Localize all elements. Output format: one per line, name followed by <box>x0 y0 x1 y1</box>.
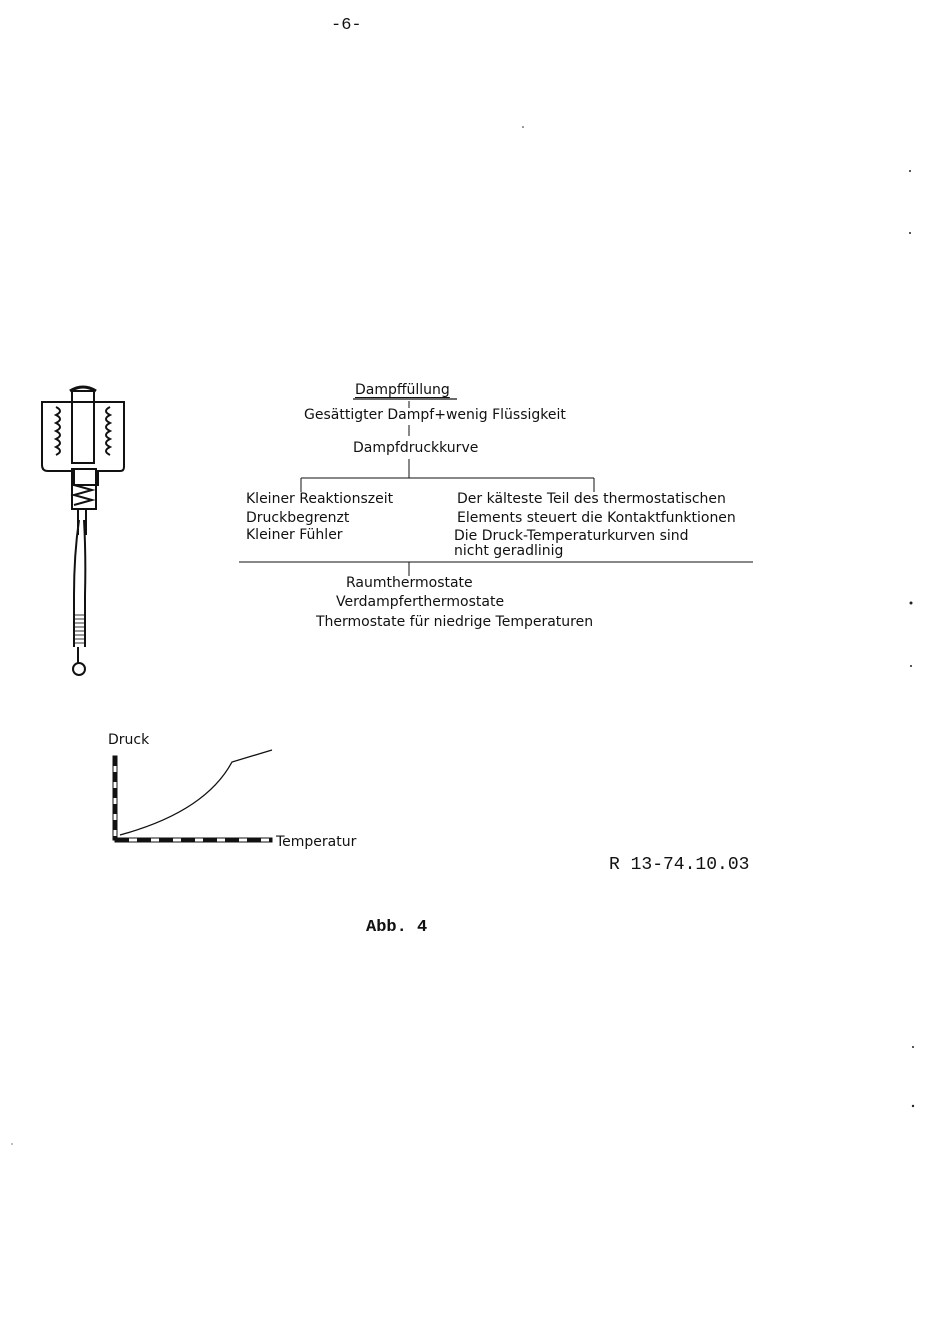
graph-x-label: Temperatur <box>276 834 357 850</box>
diagram-line-1: Gesättigter Dampf+wenig Flüssigkeit <box>304 407 566 423</box>
page-number: -6- <box>331 16 362 35</box>
figure-caption: Abb. 4 <box>366 918 428 937</box>
left-col-item-2: Druckbegrenzt <box>246 510 350 526</box>
document-reference: R 13-74.10.03 <box>609 855 750 875</box>
graph-y-label: Druck <box>108 732 150 748</box>
diagram-title: Dampffüllung <box>355 382 450 398</box>
right-col-item-2: Elements steuert die Kontaktfunktionen <box>457 510 736 526</box>
left-col-item-3: Kleiner Fühler <box>246 527 343 543</box>
right-col-item-3: Die Druck-Temperaturkurven sind <box>454 528 689 544</box>
diagram-line-2: Dampfdruckkurve <box>353 440 479 456</box>
bottom-item-2: Verdampferthermostate <box>336 594 505 610</box>
right-col-item-4: nicht geradlinig <box>454 543 564 559</box>
bottom-item-3: Thermostate für niedrige Temperaturen <box>316 614 594 630</box>
left-col-item-1: Kleiner Reaktionszeit <box>246 491 394 507</box>
bottom-item-1: Raumthermostate <box>346 575 473 591</box>
right-col-item-1: Der kälteste Teil des thermostatischen <box>457 491 726 507</box>
